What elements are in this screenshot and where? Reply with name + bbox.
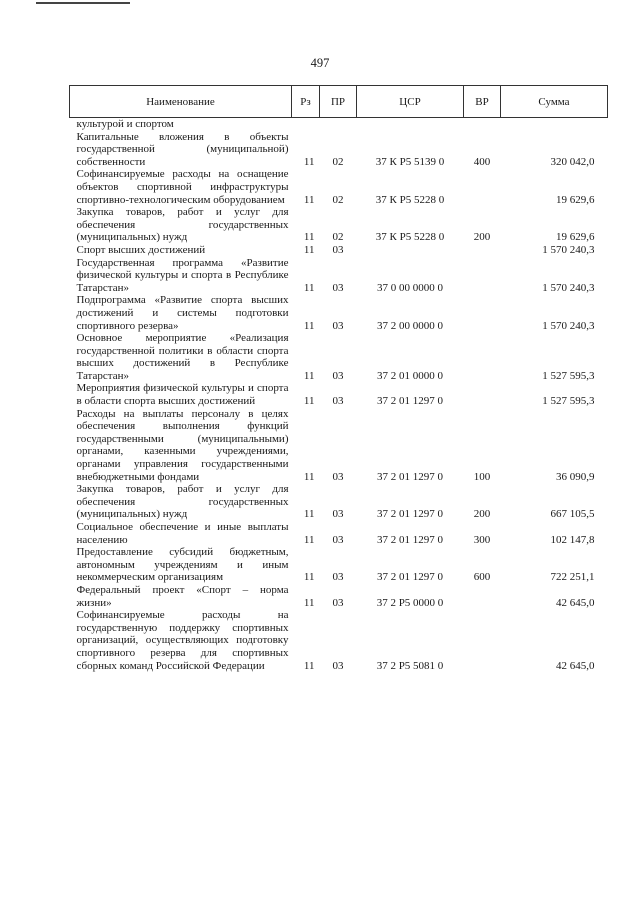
cell-csr: 37 К Р5 5228 0	[375, 231, 445, 244]
cell-sum: 1 570 240,3	[542, 319, 595, 332]
cell-csr: 37 2 01 1297 0	[377, 470, 443, 483]
cell-vr	[464, 584, 501, 609]
cell-rz: 11	[303, 533, 315, 546]
table-row	[70, 168, 608, 206]
header-name: Наименование	[70, 86, 292, 118]
cell-csr: 37 0 00 0000 0	[377, 281, 443, 294]
cell-sum: 36 090,9	[556, 470, 595, 483]
cell-csr: 37 2 Р5 5081 0	[376, 659, 444, 672]
cell-sum: 19 629,6	[556, 193, 595, 206]
cell-pr: 03	[332, 508, 344, 521]
cell-rz: 11	[303, 596, 315, 609]
cell-name: Софинансируемые расходы на государственную поддержку спортивных организаций, осуществляющих подготовку спортивного резерва для спортивных сборных команд Российской Федерации	[76, 609, 289, 672]
cell-pr: 03	[332, 571, 344, 584]
cell-rz: 11	[303, 395, 315, 408]
table-row	[70, 244, 608, 257]
cell-csr: 37 2 01 0000 0	[377, 369, 443, 382]
cell-pr	[320, 118, 357, 131]
cell-name: Расходы на выплаты персоналу в целях обеспечения выполнения функций государственными (муниципальными) органами, казенными учреждениями, органами управления государственными внебюджетными фондами	[76, 407, 289, 483]
cell-sum: 722 251,1	[550, 571, 595, 584]
cell-rz: 11	[303, 231, 315, 244]
cell-name: Государственная программа «Развитие физической культуры и спорта в Республике Татарстан»	[76, 256, 289, 294]
cell-vr	[464, 294, 501, 332]
header-vr: ВР	[464, 86, 501, 118]
table-row	[70, 584, 608, 609]
cell-rz: 11	[303, 319, 315, 332]
cell-name: Мероприятия физической культуры и спорта в области спорта высших достижений	[76, 382, 289, 408]
cell-rz: 11	[303, 571, 315, 584]
cell-sum: 42 645,0	[556, 659, 595, 672]
cell-pr: 03	[332, 369, 344, 382]
cell-pr: 02	[332, 231, 344, 244]
cell-csr	[357, 118, 464, 131]
cell-rz: 11	[303, 508, 315, 521]
table-row	[70, 257, 608, 295]
cell-name: Софинансируемые расходы на оснащение объектов спортивной инфраструктуры спортивно-технологическим оборудованием	[76, 168, 289, 206]
cell-csr: 37 2 Р5 0000 0	[376, 596, 444, 609]
top-rule	[36, 2, 130, 4]
cell-vr: 100	[473, 470, 491, 483]
cell-sum: 667 105,5	[550, 508, 595, 521]
cell-pr: 03	[332, 533, 344, 546]
cell-vr	[464, 257, 501, 295]
header-pr: ПР	[320, 86, 357, 118]
cell-vr: 200	[473, 508, 491, 521]
cell-name: Капитальные вложения в объекты государственной (муниципальной) собственности	[76, 130, 289, 168]
cell-rz: 11	[303, 243, 315, 256]
cell-csr: 37 К Р5 5139 0	[375, 155, 445, 168]
cell-pr: 02	[332, 155, 344, 168]
cell-name: Основное мероприятие «Реализация государственной политики в области спорта высших достижений в Республике Татарстан»	[76, 332, 289, 382]
cell-sum: 1 570 240,3	[542, 281, 595, 294]
cell-name: культурой и спортом	[76, 118, 174, 130]
cell-csr: 37 2 01 1297 0	[377, 508, 443, 521]
cell-vr	[464, 168, 501, 206]
cell-csr: 37 2 01 1297 0	[377, 533, 443, 546]
table-row	[70, 521, 608, 546]
table-row	[70, 294, 608, 332]
cell-name: Спорт высших достижений	[76, 243, 206, 256]
cell-pr: 02	[332, 193, 344, 206]
cell-pr: 03	[332, 596, 344, 609]
cell-csr: 37 К Р5 5228 0	[375, 193, 445, 206]
table-header-row	[70, 86, 608, 118]
cell-rz: 11	[303, 281, 315, 294]
cell-vr	[464, 332, 501, 382]
table-row	[70, 609, 608, 672]
cell-vr: 200	[473, 231, 491, 244]
cell-vr: 400	[473, 155, 491, 168]
cell-sum	[501, 118, 608, 131]
table-row	[70, 131, 608, 169]
cell-pr: 03	[332, 243, 344, 256]
cell-pr: 03	[332, 319, 344, 332]
table-row	[70, 332, 608, 382]
cell-rz: 11	[303, 369, 315, 382]
cell-sum: 42 645,0	[556, 596, 595, 609]
cell-name: Закупка товаров, работ и услуг для обеспечения государственных (муниципальных) нужд	[76, 483, 289, 521]
table-row	[70, 118, 608, 131]
cell-sum: 19 629,6	[556, 231, 595, 244]
header-rz: Рз	[292, 86, 320, 118]
cell-csr: 37 2 01 1297 0	[377, 571, 443, 584]
cell-vr: 600	[473, 571, 491, 584]
cell-vr	[464, 118, 501, 131]
cell-rz: 11	[303, 659, 315, 672]
table-row	[70, 382, 608, 407]
cell-name: Федеральный проект «Спорт – норма жизни»	[76, 583, 289, 609]
cell-csr: 37 2 00 0000 0	[377, 319, 443, 332]
cell-sum: 102 147,8	[550, 533, 595, 546]
cell-name: Подпрограмма «Развитие спорта высших достижений и системы подготовки спортивного резерва»	[76, 294, 289, 332]
cell-sum: 320 042,0	[550, 155, 595, 168]
cell-vr	[464, 382, 501, 407]
cell-csr: 37 2 01 1297 0	[377, 395, 443, 408]
cell-pr: 03	[332, 281, 344, 294]
page-number: 497	[310, 56, 330, 70]
header-sum: Сумма	[501, 86, 608, 118]
cell-rz	[292, 118, 320, 131]
table-row	[70, 408, 608, 484]
cell-sum: 1 527 595,3	[542, 395, 595, 408]
cell-rz: 11	[303, 193, 315, 206]
cell-pr: 03	[332, 659, 344, 672]
header-csr: ЦСР	[357, 86, 464, 118]
cell-rz: 11	[303, 155, 315, 168]
cell-sum: 1 527 595,3	[542, 369, 595, 382]
cell-csr	[357, 244, 464, 257]
cell-name: Закупка товаров, работ и услуг для обеспечения государственных (муниципальных) нужд	[76, 206, 289, 244]
cell-name: Социальное обеспечение и иные выплаты населению	[76, 521, 289, 546]
cell-name: Предоставление субсидий бюджетным, автономным учреждениям и иным некоммерческим организациям	[76, 546, 289, 584]
table-row	[70, 206, 608, 244]
cell-rz: 11	[303, 470, 315, 483]
budget-table	[69, 85, 608, 672]
cell-sum: 1 570 240,3	[542, 243, 595, 256]
cell-vr: 300	[473, 533, 491, 546]
cell-pr: 03	[332, 395, 344, 408]
cell-vr	[464, 244, 501, 257]
table-row	[70, 546, 608, 584]
cell-pr: 03	[332, 470, 344, 483]
table-row	[70, 483, 608, 521]
cell-vr	[464, 609, 501, 672]
